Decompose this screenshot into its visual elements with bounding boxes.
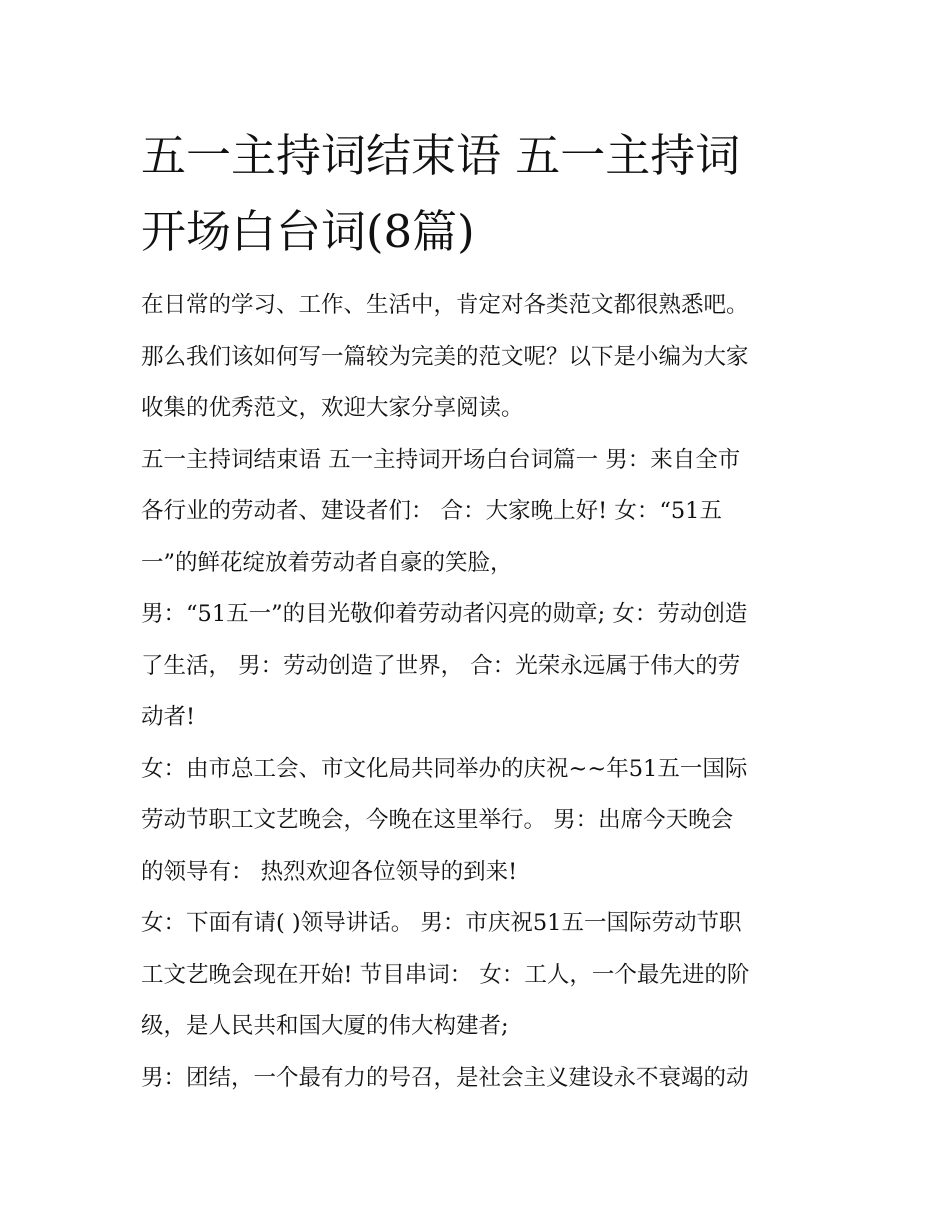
body-line: 男：“51五一”的目光敬仰着劳动者闪亮的勋章; 女：劳动创造 <box>141 601 748 627</box>
title-line-1: 五一主持词结束语 五一主持词 <box>141 129 741 182</box>
body-line: 的领导有： 热烈欢迎各位领导的到来! <box>141 858 518 885</box>
body-line: 动者! <box>141 704 196 730</box>
body-line: 五一主持词结束语 五一主持词开场白台词篇一 男：来自全市 <box>141 446 741 473</box>
body-line: 女：下面有请( )领导讲话。 男：市庆祝51五一国际劳动节职 <box>141 910 742 936</box>
body-line: 男：团结，一个最有力的号召，是社会主义建设永不衰竭的动 <box>141 1064 749 1091</box>
body-line: 级，是人民共和国大厦的伟大构建者; <box>141 1013 509 1039</box>
body-line: 女：由市总工会、市文化局共同举办的庆祝~~年51五一国际 <box>141 755 748 782</box>
title-line-2: 开场白台词(8篇) <box>141 205 475 258</box>
body-line: 劳动节职工文艺晚会，今晚在这里举行。 男：出席今天晚会 <box>141 807 734 833</box>
body-line: 了生活， 男：劳动创造了世界， 合：光荣永远属于伟大的劳 <box>141 652 741 679</box>
body-line: 工文艺晚会现在开始! 节目串词： 女：工人，一个最先进的阶 <box>141 961 750 988</box>
body-line: 一”的鲜花绽放着劳动者自豪的笑脸， <box>141 549 513 576</box>
document-body <box>141 280 821 1104</box>
body-line: 在日常的学习、工作、生活中，肯定对各类范文都很熟悉吧。 <box>141 292 749 318</box>
body-line: 收集的优秀范文，欢迎大家分享阅读。 <box>141 395 524 421</box>
body-line: 各行业的劳动者、建设者们： 合：大家晚上好! 女：“51五 <box>141 498 722 524</box>
document-title <box>141 118 821 270</box>
body-line: 那么我们该如何写一篇较为完美的范文呢？以下是小编为大家 <box>141 343 749 370</box>
